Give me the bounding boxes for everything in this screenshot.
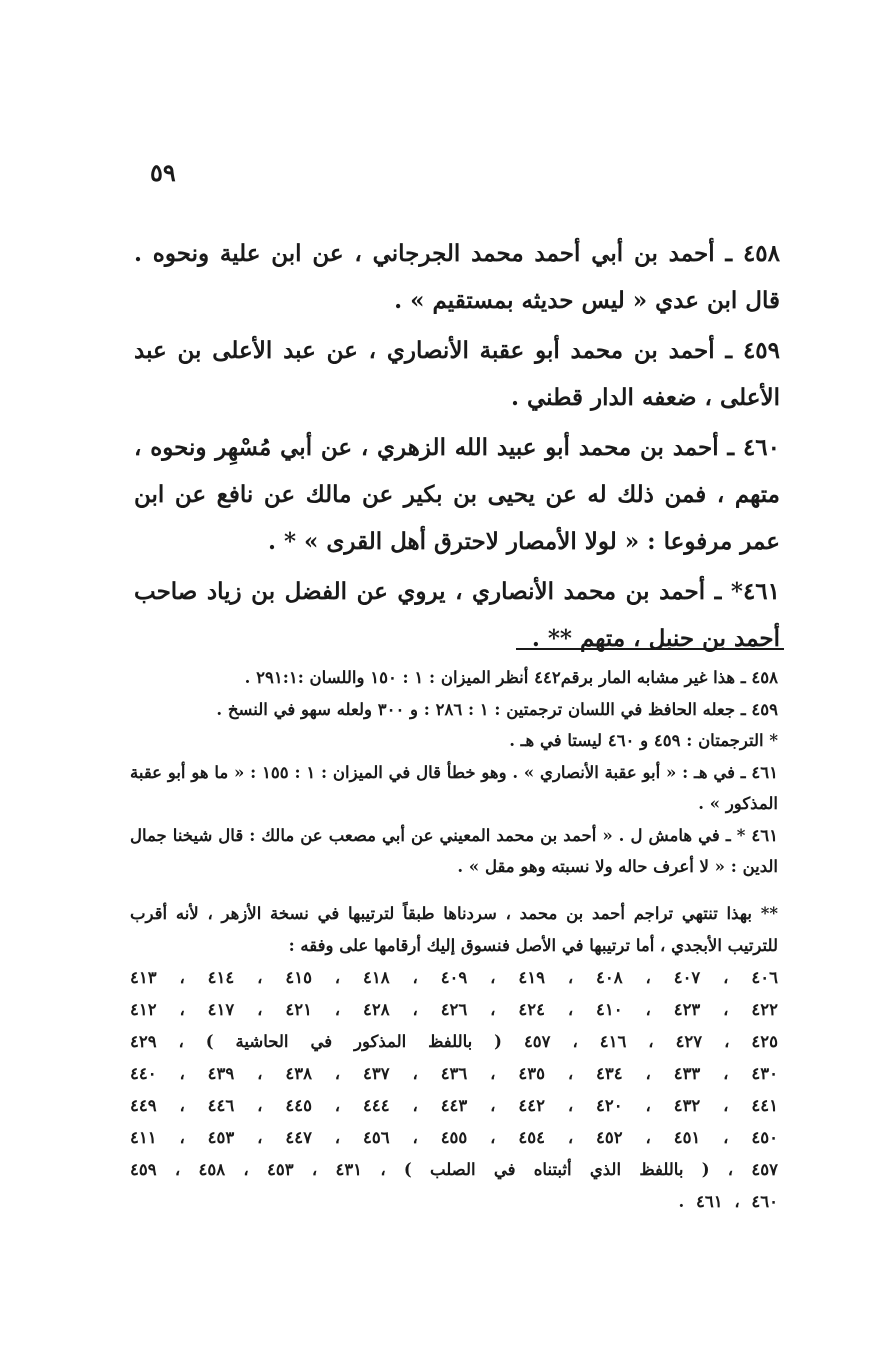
footnote-459: ٤٥٩ ـ جعله الحافظ في اللسان ترجمتين : ١ : ٢٨٦ : و ٣٠٠ ولعله سهو في النسخ . xyxy=(216,699,778,719)
footnote-461-star: ٤٦١ * ـ في هامش ل . « أحمد بن محمد المعيني عن أبي مصعب عن مالك : قال شيخنا جمال الدين : « لا أعرف حاله ولا نسبته وهو مقل » . xyxy=(130,825,778,876)
ordering-note xyxy=(130,898,778,1218)
footnote-461: ٤٦١ ـ في هـ : « أبو عقبة الأنصاري » . وهو خطأ قال في الميزان : ١ : ١٥٥ : « ما هو أبو عقبة المذكور » . xyxy=(130,762,778,813)
ordering-row: ٤٣٠ ، ٤٣٣ ، ٤٣٤ ، ٤٣٥ ، ٤٣٦ ، ٤٣٧ ، ٤٣٨ ، ٤٣٩ ، ٤٤٠ xyxy=(130,1064,778,1083)
entry-461: ٤٦١* ـ أحمد بن محمد الأنصاري ، يروي عن الفضل بن زياد صاحب أحمد بن حنبل ، متهم ** . xyxy=(134,578,780,652)
ordering-row: ٤٥٧ ، ( باللفظ الذي أثبتناه في الصلب ) ، ٤٣١ ، ٤٥٣ ، ٤٥٨ ، ٤٥٩ xyxy=(130,1160,778,1179)
footnote-separator xyxy=(516,648,784,650)
biographical-entries xyxy=(134,230,780,665)
entry-460: ٤٦٠ ـ أحمد بن محمد أبو عبيد الله الزهري ، عن أبي مُسْهِر ونحوه ، متهم ، فمن ذلك له عن يحيى بن بكير عن مالك عن نافع عن ابن عمر مرفوعا : « لولا الأمصار لاحترق أهل القرى » * . xyxy=(134,434,780,555)
ordering-row: ٤٢٥ ، ٤٢٧ ، ٤١٦ ، ٤٥٧ ( باللفظ المذكور في الحاشية ) ، ٤٢٩ xyxy=(130,1032,778,1051)
ordering-row: ٤٠٦ ، ٤٠٧ ، ٤٠٨ ، ٤١٩ ، ٤٠٩ ، ٤١٨ ، ٤١٥ ، ٤١٤ ، ٤١٣ xyxy=(130,968,778,987)
footnote-458: ٤٥٨ ـ هذا غير مشابه المار برقم٤٤٢ أنظر الميزان : ١ : ١٥٠ واللسان :٢٩١:١ . xyxy=(244,668,778,687)
ordering-intro: ** بهذا تنتهي تراجم أحمد بن محمد ، سردناها طبقاً لترتيبها في نسخة الأزهر ، لأنه أقرب للترتيب الأبجدي ، أما ترتيبها في الأصل فنسوق إليك أرقامها على وفقه : xyxy=(130,904,778,955)
ordering-row: ٤٥٠ ، ٤٥١ ، ٤٥٢ ، ٤٥٤ ، ٤٥٥ ، ٤٥٦ ، ٤٤٧ ، ٤٥٣ ، ٤١١ xyxy=(130,1128,778,1147)
entry-458: ٤٥٨ ـ أحمد بن أبي أحمد محمد الجرجاني ، عن ابن علية ونحوه . قال ابن عدي « ليس حديثه بمستقيم » . xyxy=(134,240,780,314)
page-number: ٥٩ xyxy=(150,158,176,187)
ordering-row: ٤٢٢ ، ٤٢٣ ، ٤١٠ ، ٤٢٤ ، ٤٢٦ ، ٤٢٨ ، ٤٢١ ، ٤١٧ ، ٤١٢ xyxy=(130,1000,778,1019)
ordering-row: ٤٦٠ ، ٤٦١ . xyxy=(678,1192,778,1211)
entry-459: ٤٥٩ ـ أحمد بن محمد أبو عقبة الأنصاري ، عن عبد الأعلى بن عبد الأعلى ، ضعفه الدار قطني . xyxy=(134,337,780,411)
footnote-asterisk: * الترجمتان : ٤٥٩ و ٤٦٠ ليستا في هـ . xyxy=(509,731,778,750)
ordering-row: ٤٤١ ، ٤٣٢ ، ٤٢٠ ، ٤٤٢ ، ٤٤٣ ، ٤٤٤ ، ٤٤٥ ، ٤٤٦ ، ٤٤٩ xyxy=(130,1096,778,1115)
footnotes xyxy=(130,662,778,883)
